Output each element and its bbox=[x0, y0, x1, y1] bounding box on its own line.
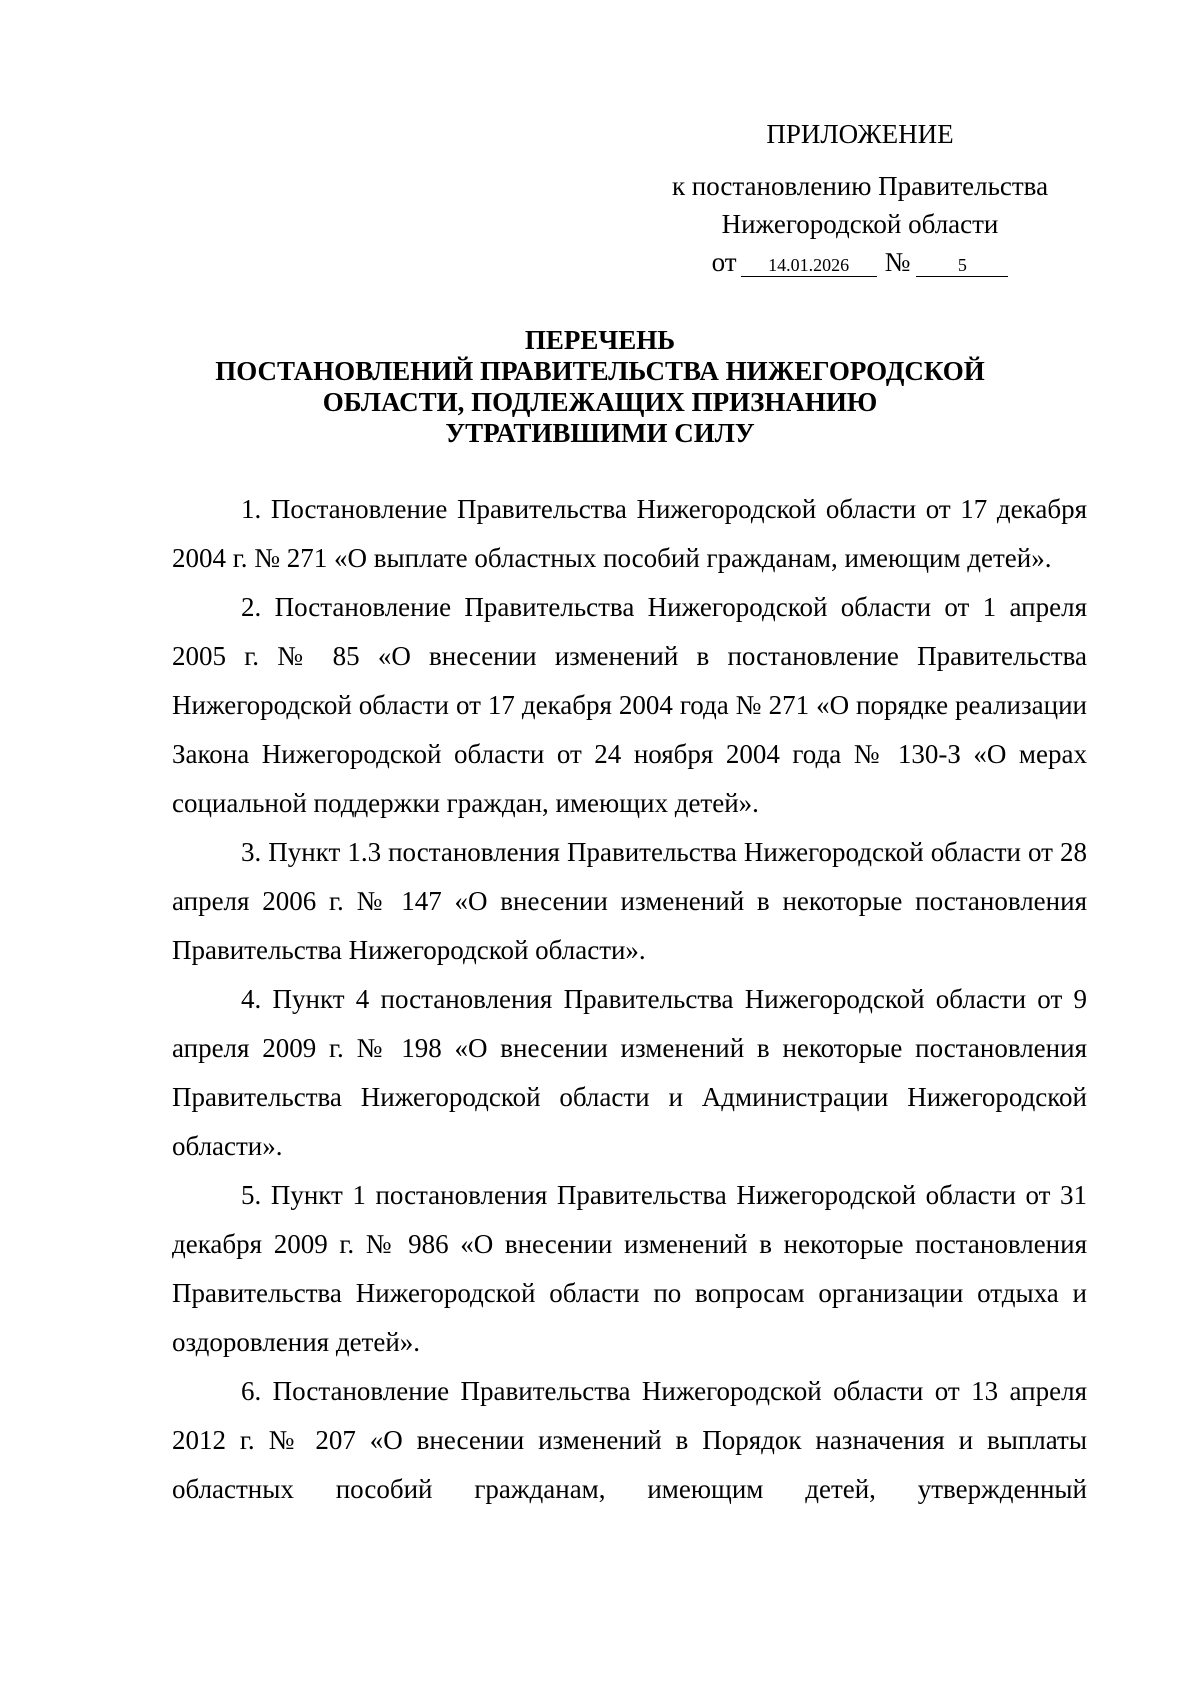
appendix-line-1: к постановлению Правительства bbox=[671, 171, 1049, 201]
document-heading bbox=[130, 325, 1070, 449]
heading-line-4: УТРАТИВШИМИ СИЛУ bbox=[445, 418, 755, 448]
appendix-block bbox=[640, 115, 1080, 281]
list-item: 5. Пункт 1 постановления Правительства Нижегородской области от 31 декабря 2009 г. № 986 «О внесении изменений в некоторые постановления Правительства Нижегородской области по вопросам организации отдыха и оздоровления детей». bbox=[172, 1180, 1087, 1357]
heading-line-1: ПЕРЕЧЕНЬ bbox=[524, 325, 676, 355]
number-field: 5 bbox=[916, 254, 1008, 277]
list-item: 6. Постановление Правительства Нижегородской области от 13 апреля 2012 г. № 207 «О внесении изменений в Порядок назначения и выплаты областных пособий гражданам, имеющим детей, утвержденный bbox=[172, 1376, 1087, 1504]
document-body bbox=[172, 485, 1087, 1514]
heading-line-2: ПОСТАНОВЛЕНИЙ ПРАВИТЕЛЬСТВА НИЖЕГОРОДСКОЙ bbox=[215, 356, 985, 386]
appendix-date-line bbox=[640, 243, 1080, 281]
appendix-line-2: Нижегородской области bbox=[721, 209, 999, 239]
list-item: 4. Пункт 4 постановления Правительства Нижегородской области от 9 апреля 2009 г. № 198 «О внесении изменений в некоторые постановления Правительства Нижегородской области и Администрации Нижегородской области». bbox=[172, 984, 1087, 1161]
date-field: 14.01.2026 bbox=[741, 254, 877, 277]
date-label: от bbox=[711, 247, 737, 277]
number-label: № bbox=[884, 247, 911, 277]
list-item: 3. Пункт 1.3 постановления Правительства Нижегородской области от 28 апреля 2006 г. № 147 «О внесении изменений в некоторые постановления Правительства Нижегородской области». bbox=[172, 837, 1087, 965]
list-item: 2. Постановление Правительства Нижегородской области от 1 апреля 2005 г. № 85 «О внесении изменений в постановление Правительства Нижегородской области от 17 декабря 2004 года № 271 «О порядке реализации Закона Нижегородской области от 24 ноября 2004 года № 130-З «О мерах социальной поддержки граждан, имеющих детей». bbox=[172, 592, 1087, 818]
heading-line-3: ОБЛАСТИ, ПОДЛЕЖАЩИХ ПРИЗНАНИЮ bbox=[322, 387, 878, 417]
appendix-title: ПРИЛОЖЕНИЕ bbox=[766, 119, 954, 149]
list-item: 1. Постановление Правительства Нижегородской области от 17 декабря 2004 г. № 271 «О выплате областных пособий гражданам, имеющим детей». bbox=[172, 494, 1087, 573]
